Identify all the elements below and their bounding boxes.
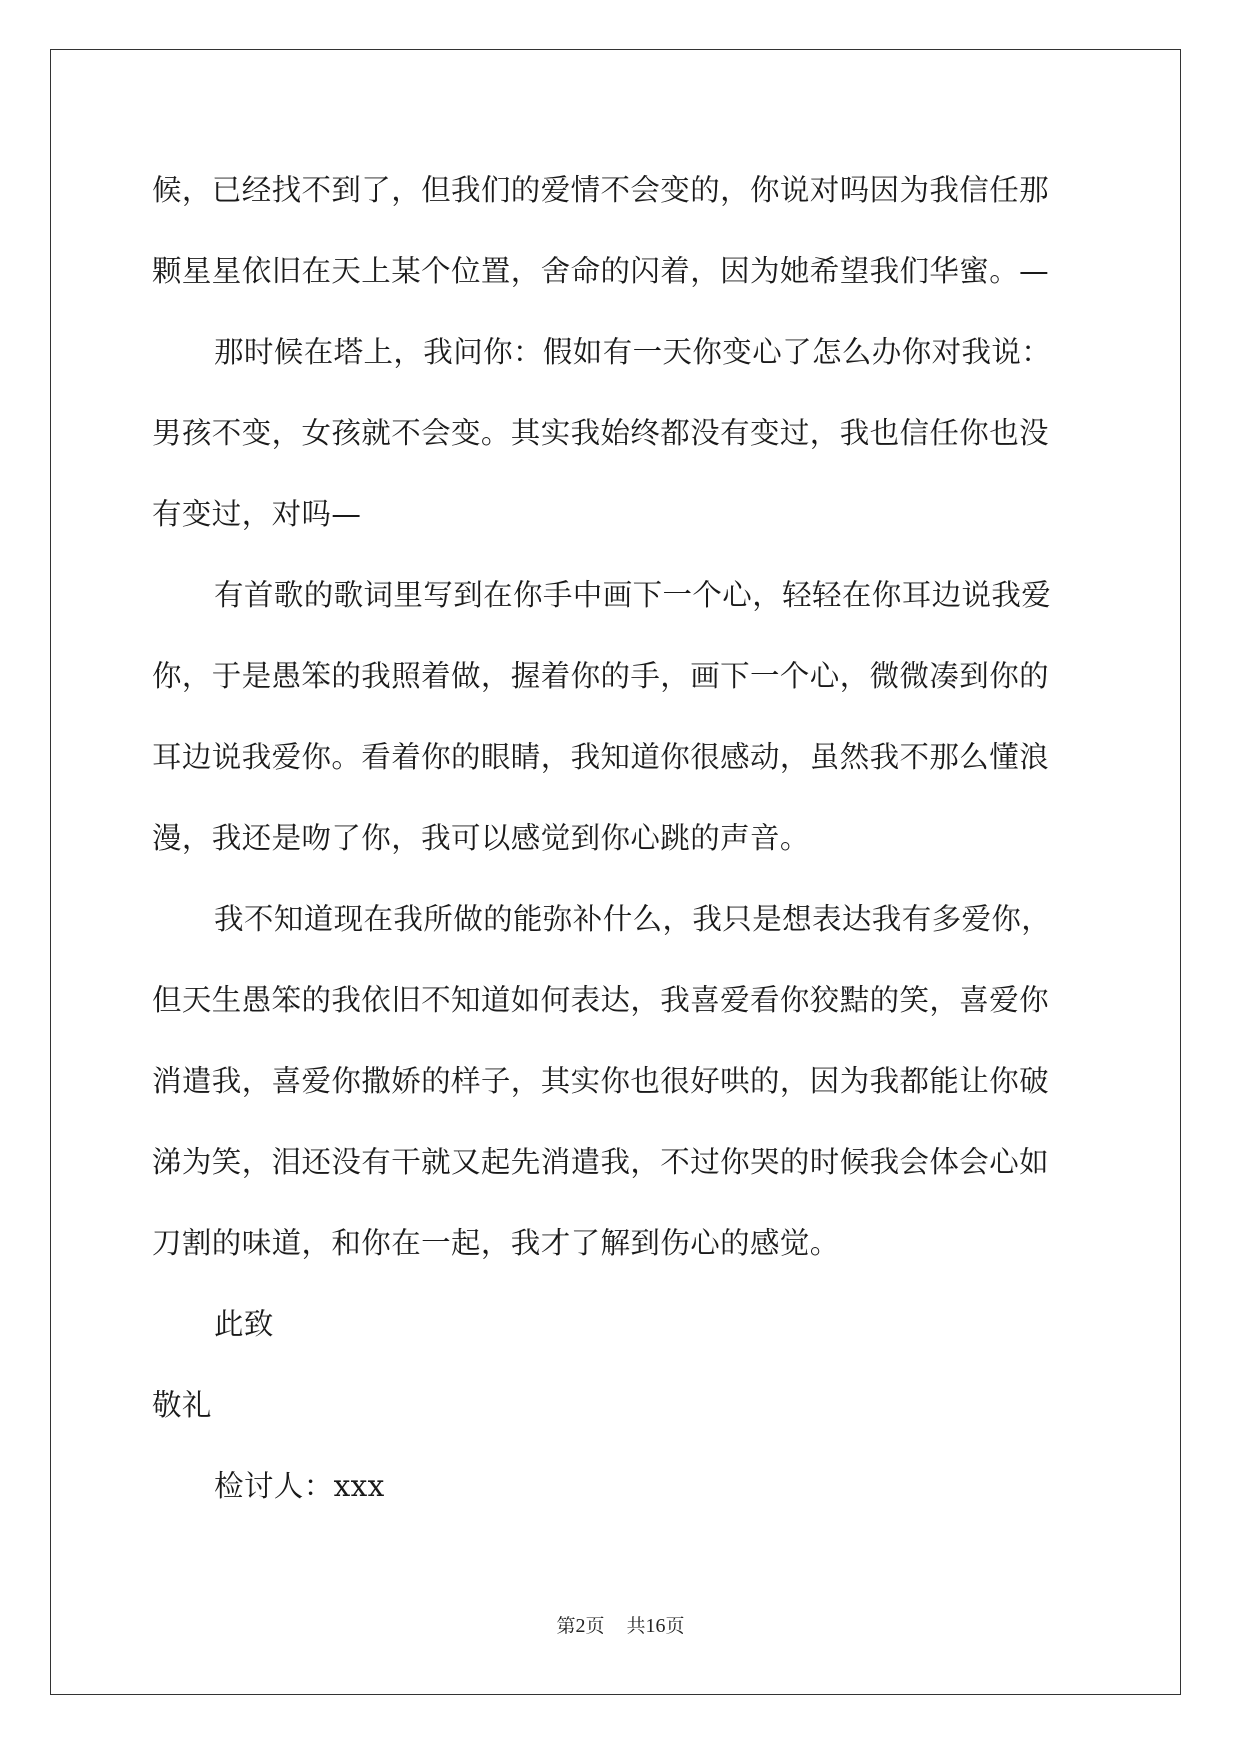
text-line: 消遣我，喜爱你撒娇的样子，其实你也很好哄的，因为我都能让你破: [152, 1064, 1050, 1098]
salutation-line: 敬礼: [152, 1388, 212, 1422]
letter-body: [152, 160, 1094, 1537]
paragraph-start-line: 那时候在塔上，我问你：假如有一天你变心了怎么办你对我说：: [214, 335, 1052, 369]
text-line: 候，已经找不到了，但我们的爱情不会变的，你说对吗因为我信任那: [152, 173, 1050, 207]
text-line: 有变过，对吗—: [152, 497, 362, 531]
signature-line: 检讨人：xxx: [214, 1469, 385, 1503]
text-line: 耳边说我爱你。看着你的眼睛，我知道你很感动，虽然我不那么懂浪: [152, 740, 1050, 774]
closing-line: 此致: [214, 1307, 274, 1341]
total-suffix: 页: [665, 1615, 685, 1637]
page-suffix: 页: [585, 1615, 605, 1637]
text-line: 刀割的味道，和你在一起，我才了解到伤心的感觉。: [152, 1226, 840, 1260]
text-line: 男孩不变，女孩就不会变。其实我始终都没有变过，我也信任你也没: [152, 416, 1050, 450]
text-line: 但天生愚笨的我依旧不知道如何表达，我喜爱看你狡黠的笑，喜爱你: [152, 983, 1050, 1017]
text-line: 你，于是愚笨的我照着做，握着你的手，画下一个心，微微凑到你的: [152, 659, 1050, 693]
page-number: 2: [575, 1615, 586, 1637]
text-line: 颗星星依旧在天上某个位置，舍命的闪着，因为她希望我们华蜜。—: [152, 254, 1050, 288]
page-prefix: 第: [556, 1615, 576, 1637]
total-prefix: 共: [626, 1615, 646, 1637]
text-line: 涕为笑，泪还没有干就又起先消遣我，不过你哭的时候我会体会心如: [152, 1145, 1050, 1179]
total-pages: 16: [645, 1615, 666, 1637]
text-line: 漫，我还是吻了你，我可以感觉到你心跳的声音。: [152, 821, 810, 855]
paragraph-start-line: 我不知道现在我所做的能弥补什么，我只是想表达我有多爱你，: [214, 902, 1052, 936]
paragraph-start-line: 有首歌的歌词里写到在你手中画下一个心，轻轻在你耳边说我爱: [214, 578, 1052, 612]
page-footer: [0, 1614, 1241, 1638]
